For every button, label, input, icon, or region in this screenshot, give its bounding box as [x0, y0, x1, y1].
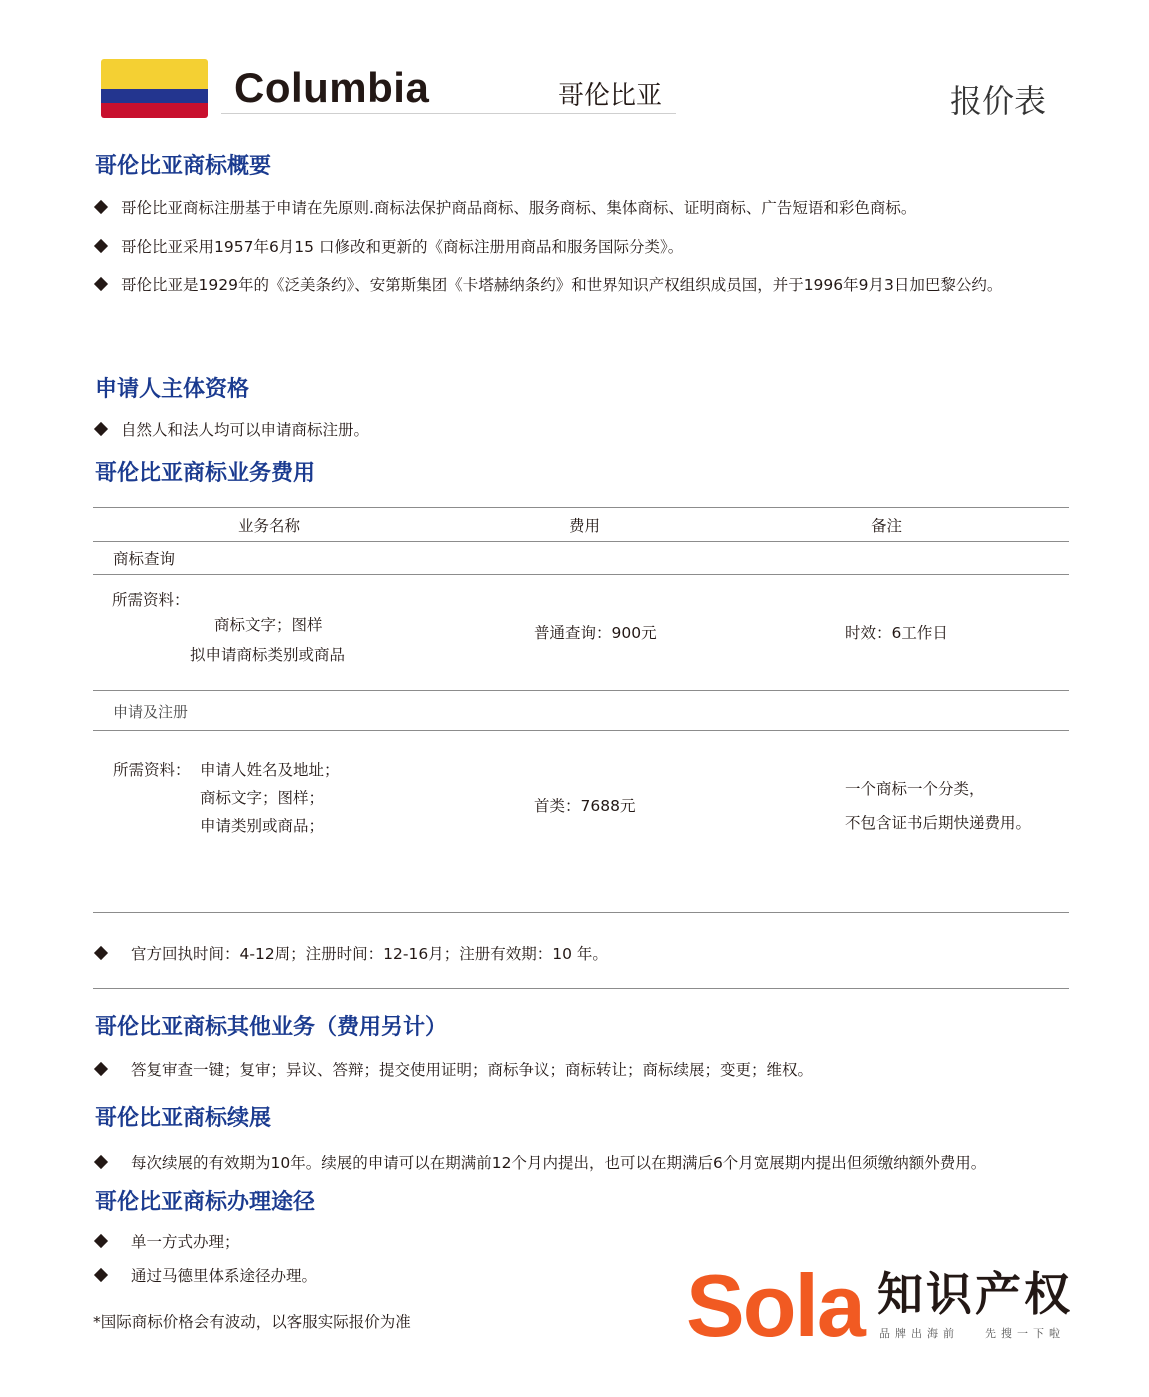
bullet-diamond-icon	[94, 422, 108, 436]
channels-heading: 哥伦比亚商标办理途径	[95, 1190, 316, 1215]
overview-item: 哥伦比亚采用1957年6月15 口修改和更新的《商标注册用商品和服务国际分类》。	[96, 235, 683, 257]
document-type-title: 报价表	[950, 82, 1047, 120]
registration-section-label: 申请及注册	[113, 703, 189, 721]
registration-materials-label: 所需资料：	[113, 761, 191, 779]
logo-slogan-left: 品牌出海前	[879, 1327, 959, 1340]
bullet-diamond-icon	[94, 946, 108, 960]
sola-logo: Sola	[686, 1256, 864, 1355]
table-rule	[93, 690, 1069, 691]
overview-item: 哥伦比亚商标注册基于申请在先原则.商标法保护商品商标、服务商标、集体商标、证明商标、广告短语和彩色商标。	[96, 196, 916, 218]
search-material-item: 拟申请商标类别或商品	[190, 646, 346, 664]
bullet-diamond-icon	[94, 200, 108, 214]
other-services-heading: 哥伦比亚商标其他业务（费用另计）	[95, 1015, 448, 1040]
registration-material-item: 申请人姓名及地址；	[200, 761, 340, 779]
channels-item: 单一方式办理；	[96, 1230, 240, 1252]
qualification-heading: 申请人主体资格	[95, 377, 250, 402]
header-divider	[221, 113, 676, 114]
registration-remark: 不包含证书后期快递费用。	[845, 814, 1032, 832]
table-rule	[93, 730, 1069, 731]
logo-cn-text: 知识产权	[877, 1267, 1073, 1321]
search-materials-label: 所需资料：	[112, 591, 190, 609]
search-material-item: 商标文字；图样	[214, 616, 323, 634]
renewal-item: 每次续展的有效期为10年。续展的申请可以在期满前12个月内提出，也可以在期满后6个月宽展期内提出但须缴纳额外费用。	[96, 1151, 986, 1173]
country-name-cn: 哥伦比亚	[558, 81, 663, 111]
channels-item: 通过马德里体系途径办理。	[96, 1264, 317, 1286]
search-remark: 时效：6工作日	[845, 624, 948, 642]
fees-heading: 哥伦比亚商标业务费用	[95, 461, 316, 486]
bullet-diamond-icon	[94, 277, 108, 291]
registration-material-item: 商标文字；图样；	[200, 789, 325, 807]
bullet-diamond-icon	[94, 1234, 108, 1248]
bullet-diamond-icon	[94, 239, 108, 253]
search-section-label: 商标查询	[113, 550, 176, 568]
registration-material-item: 申请类别或商品；	[200, 817, 325, 835]
table-rule	[93, 507, 1069, 508]
overview-heading: 哥伦比亚商标概要	[95, 154, 272, 179]
qualification-item: 自然人和法人均可以申请商标注册。	[96, 418, 369, 440]
table-rule	[93, 988, 1069, 989]
logo-slogan-right: 先搜一下啦	[985, 1327, 1065, 1340]
country-name-en: Columbia	[234, 64, 430, 111]
table-header-remark: 备注	[871, 517, 903, 535]
other-services-item: 答复审查一键；复审；异议、答辩；提交使用证明；商标争议；商标转让；商标续展；变更；维权。	[96, 1058, 813, 1080]
table-rule	[93, 574, 1069, 575]
bullet-diamond-icon	[94, 1155, 108, 1169]
table-header-fee: 费用	[569, 517, 601, 535]
timeline-note: 官方回执时间：4-12周；注册时间：12-16月；注册有效期：10 年。	[96, 942, 608, 964]
table-rule	[93, 541, 1069, 542]
overview-item: 哥伦比亚是1929年的《泛美条约》、安第斯集团《卡塔赫纳条约》和世界知识产权组织成员国，并于1996年9月3日加巴黎公约。	[96, 273, 1002, 295]
table-header-service: 业务名称	[238, 517, 301, 535]
bullet-diamond-icon	[94, 1268, 108, 1282]
bullet-diamond-icon	[94, 1062, 108, 1076]
renewal-heading: 哥伦比亚商标续展	[95, 1106, 272, 1131]
search-fee: 普通查询：900元	[534, 624, 657, 642]
registration-fee: 首类：7688元	[534, 797, 636, 815]
registration-remark: 一个商标一个分类，	[845, 780, 985, 798]
colombia-flag-icon	[101, 59, 208, 118]
price-footnote: *国际商标价格会有波动，以客服实际报价为准	[93, 1313, 411, 1331]
table-rule	[93, 912, 1069, 913]
